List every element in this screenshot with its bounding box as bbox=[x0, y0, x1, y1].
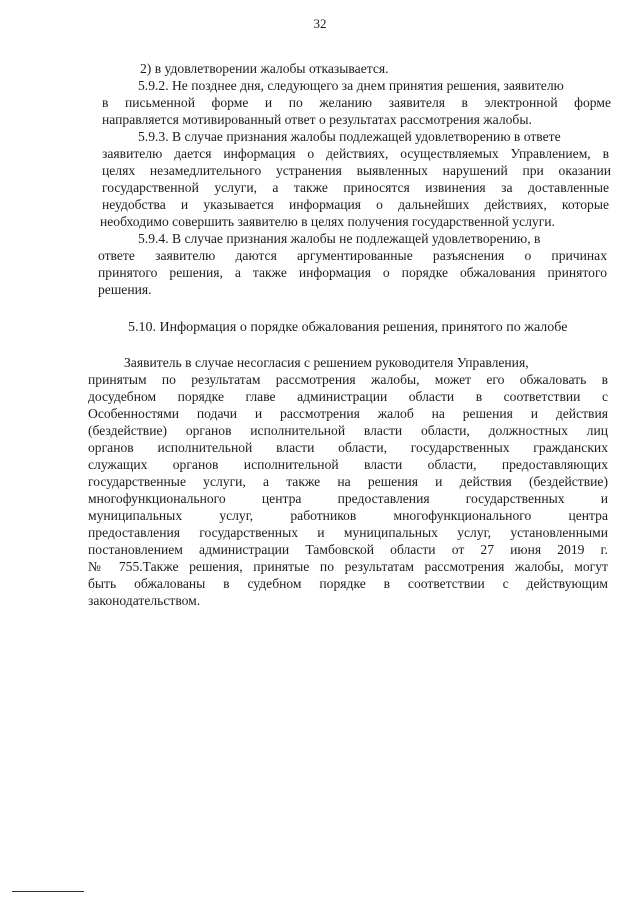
footnote-separator bbox=[12, 891, 84, 892]
section-heading: 5.10. Информация о порядке обжалования решения, принятого по жалобе bbox=[128, 320, 568, 335]
text-line: муниципальных услуг, работников многофункционального центра bbox=[88, 508, 608, 523]
text-line: 5.9.3. В случае признания жалобы подлежащей удовлетворению в ответе bbox=[138, 129, 561, 144]
text-line: предоставления государственных и муниципальных услуг, установленными bbox=[88, 525, 608, 540]
text-line: направляется мотивированный ответ о результатах рассмотрения жалобы. bbox=[102, 112, 532, 127]
text-line: (бездействие) органов исполнительной власти области, должностных лиц bbox=[88, 423, 608, 438]
text-line: заявителю дается информация о действиях, осуществляемых Управлением, в bbox=[102, 146, 609, 161]
text-line: в письменной форме и по желанию заявителя в электронной форме bbox=[102, 95, 611, 110]
text-line: Особенностями подачи и рассмотрения жалоб на решения и действия bbox=[88, 406, 608, 421]
text-line: досудебном порядке главе администрации области в соответствии с bbox=[88, 389, 608, 404]
text-line: государственной услуги, а также приносятся извинения за доставленные bbox=[102, 180, 609, 195]
text-line: органов исполнительной власти области, государственных гражданских bbox=[88, 440, 608, 455]
page-number: 32 bbox=[313, 16, 327, 31]
text-line: 2) в удовлетворении жалобы отказывается. bbox=[140, 61, 389, 76]
text-line: законодательством. bbox=[88, 593, 201, 608]
text-line: быть обжалованы в судебном порядке в соответствии с действующим bbox=[88, 576, 608, 591]
text-line: многофункционального центра предоставления государственных и bbox=[88, 491, 608, 506]
text-line: 5.9.2. Не позднее дня, следующего за днем принятия решения, заявителю bbox=[138, 78, 564, 93]
text-line: № 755.Также решения, принятые по результатам рассмотрения жалобы, могут bbox=[88, 559, 608, 574]
text-line: служащих органов исполнительной власти области, предоставляющих bbox=[88, 457, 608, 472]
text-line: необходимо совершить заявителю в целях получения государственной услуги. bbox=[100, 214, 555, 229]
text-line: ответе заявителю даются аргументированные разъяснения о причинах bbox=[98, 248, 607, 263]
text-line: принятого решения, а также информация о порядке обжалования принятого bbox=[98, 265, 607, 280]
text-line: государственные услуги, а также на решения и действия (бездействие) bbox=[88, 474, 608, 489]
text-line: постановлением администрации Тамбовской области от 27 июня 2019 г. bbox=[88, 542, 608, 557]
text-line: 5.9.4. В случае признания жалобы не подлежащей удовлетворению, в bbox=[138, 231, 541, 246]
text-line: принятым по результатам рассмотрения жалобы, может его обжаловать в bbox=[88, 372, 608, 387]
text-line: неудобства и указывается информация о дальнейших действиях, которые bbox=[102, 197, 609, 212]
text-line: решения. bbox=[98, 282, 152, 297]
text-line: Заявитель в случае несогласия с решением руководителя Управления, bbox=[124, 355, 529, 370]
text-line: целях незамедлительного устранения выявленных нарушений при оказании bbox=[102, 163, 611, 178]
